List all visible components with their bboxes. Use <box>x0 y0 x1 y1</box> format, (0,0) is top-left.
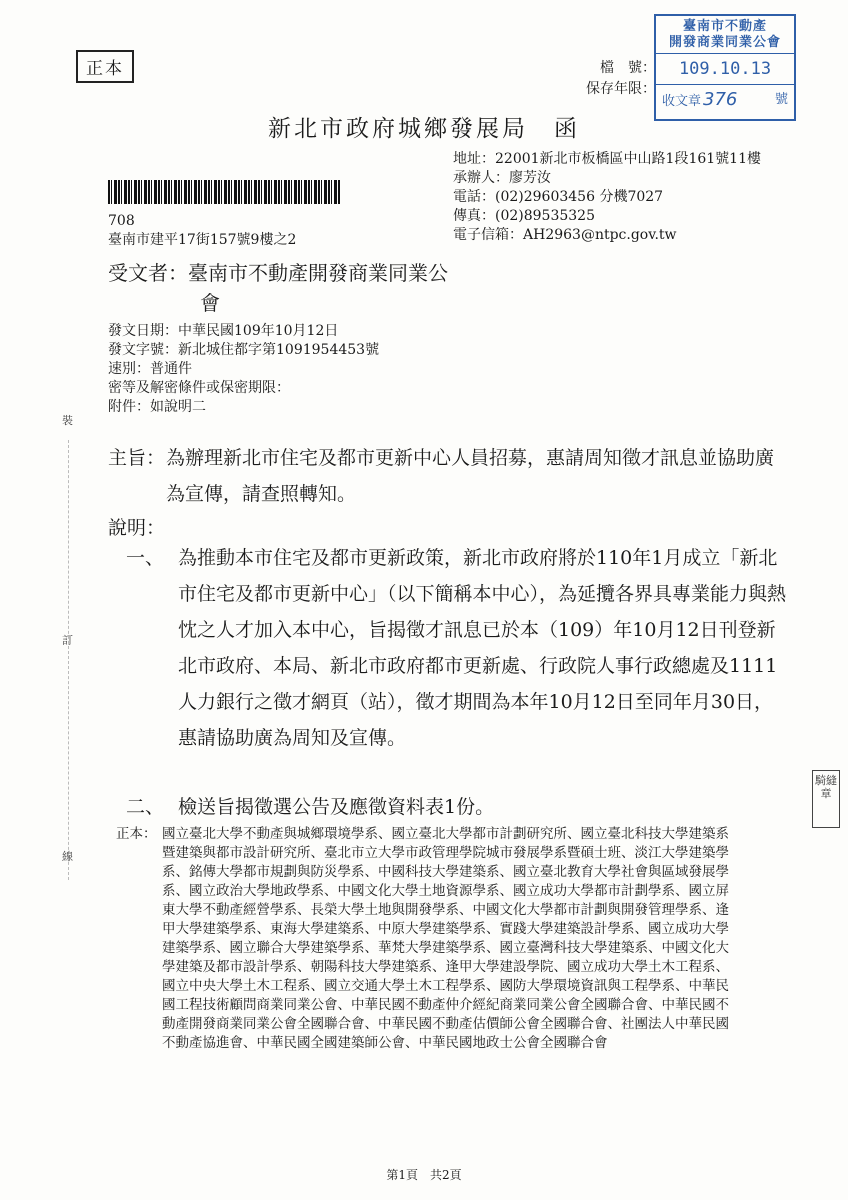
total-pages: 共2頁 <box>430 1168 462 1182</box>
item-number: 二、 <box>126 796 165 818</box>
recipient-street: 臺南市建平17街157號9樓之2 <box>108 232 297 248</box>
document-title: 新北市政府城鄉發展局 函 <box>268 116 580 142</box>
recipient-zip: 708 <box>108 213 135 229</box>
stamp-recv-suffix: 號 <box>774 92 788 107</box>
recipient-mailing-address <box>108 212 296 250</box>
stamp-date: 109.10.13 <box>656 54 794 85</box>
delivery-speed: 速別：普通件 <box>108 361 192 377</box>
issue-date: 發文日期：中華民國109年10月12日 <box>108 323 339 339</box>
cc-list: 國立臺北大學不動產與城鄉環境學系、國立臺北大學都市計劃研究所、國立臺北科技大學建築系暨建築與都市設計研究所、臺北市立大學市政管理學院城市發展學系暨碩士班、淡江大學建築學系、銘傳大學都市規劃與防災學系、中國科技大學建築系、國立臺北教育大學社會與區域發展學系、國立政治大學地政學系、中國文化大學土地資源學系、國立成功大學都市計劃學系、國立屏東大學不動產經營學系、長榮大學土地與開發學系、中國文化大學都市計劃與開發管理學系、逢甲大學建築學系、東海大學建築系、中原大學建築學系、實踐大學建築設計學系、國立成功大學建築學系、國立聯合大學建築學系、華梵大學建築學系、國立臺灣科技大學建築系、中國文化大學建築及都市設計學系、朝陽科技大學建築系、逢甲大學建設學院、國立成功大學土木工程系、國立中央大學土木工程系、國立交通大學土木工程學系、國防大學環境資訊與工程學系、中華民國工程技術顧問商業同業公會、中華民國不動產仲介經紀商業同業公會全國聯合會、中華民國不動產開發商業同業公會全國聯合會、中華民國不動產估價師公會全國聯合會、社團法人中華民國不動產協進會、中華民國全國建築師公會、中華民國地政士公會全國聯合會 <box>162 826 729 1051</box>
binding-mark: 訂 <box>62 634 73 647</box>
document-number: 發文字號：新北城住都字第1091954453號 <box>108 342 380 358</box>
original-copy-label: 正本 <box>76 50 134 83</box>
binding-mark: 線 <box>62 850 73 863</box>
cc-recipients <box>116 825 736 1053</box>
description-item <box>126 789 786 825</box>
item-text: 為推動本市住宅及都市更新政策，新北市政府將於110年1月成立「新北市住宅及都市更新中心」（以下簡稱本中心），為延攬各界具專業能力與熱忱之人才加入本中心，旨揭徵才訊息已於本（109）年10月12日刊登新北市政府、本局、新北市政府都市更新處、行政院人事行政總處及1111人力銀行之徵才網頁（站），徵才期間為本年10月12日至同年月30日，惠請協助廣為周知及宣傳。 <box>178 547 787 749</box>
binding-line <box>68 440 69 880</box>
recipient-line1: 受文者：臺南市不動產開發商業同業公 <box>108 261 448 285</box>
document-metadata <box>108 322 379 417</box>
page-number: 第1頁 <box>386 1168 418 1182</box>
archive-info <box>560 58 656 100</box>
file-number-label: 檔 號： <box>600 60 656 76</box>
recipient <box>108 258 448 318</box>
attachment-note: 附件：如說明二 <box>108 399 206 415</box>
description-item <box>126 540 786 756</box>
subject-section <box>108 440 788 512</box>
description-label: 說明： <box>108 517 166 539</box>
item-text: 檢送旨揭徵選公告及應徵資料表1份。 <box>178 796 495 818</box>
handler-name: 承辦人：廖芳汝 <box>453 170 551 186</box>
binding-mark: 裝 <box>62 414 73 427</box>
stamp-organization <box>656 16 794 54</box>
receipt-stamp <box>654 14 796 121</box>
email-address: 電子信箱：AH2963@ntpc.gov.tw <box>453 227 677 243</box>
stamp-recv-label: 收文章 <box>662 94 702 109</box>
stamp-recv-number: 376 <box>703 89 738 110</box>
retention-period-label: 保存年限： <box>586 81 656 97</box>
page-footer <box>0 1166 848 1183</box>
subject-label: 主旨： <box>108 447 166 469</box>
secrecy-level: 密等及解密條件或保密期限： <box>108 380 290 396</box>
stamp-org-line1: 臺南市不動產 <box>682 19 767 34</box>
item-number: 一、 <box>126 547 165 569</box>
fax-number: 傳真：(02)89535325 <box>453 208 595 224</box>
perforation-seal: 騎縫章 <box>812 770 840 828</box>
stamp-org-line2: 開發商業同業公會 <box>668 35 781 50</box>
barcode-icon <box>108 180 340 204</box>
cc-label: 正本： <box>116 826 157 842</box>
subject-text: 為辦理新北市住宅及都市更新中心人員招募，惠請周知徵才訊息並協助廣為宣傳，請查照轉知。 <box>166 447 775 505</box>
recipient-line2: 會 <box>200 291 220 315</box>
sender-address: 地址：22001新北市板橋區中山路1段161號11樓 <box>453 151 761 167</box>
sender-contact-block <box>453 150 761 245</box>
phone-number: 電話：(02)29603456 分機7027 <box>453 189 664 205</box>
